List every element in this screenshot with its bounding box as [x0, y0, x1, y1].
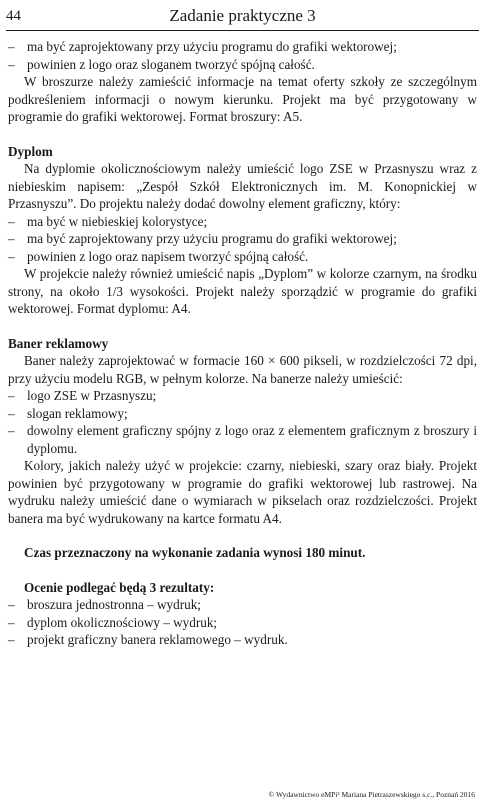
- list-dash: –: [8, 388, 15, 403]
- list-item: – dyplom okolicznościowy – wydruk;: [8, 614, 218, 630]
- baner-paragraph: Kolory, jakich należy użyć w projekcie: czarny, niebieski, szary oraz biały. Projekt powinien być przygotowany w programie do grafiki wektorowej lub rastrowej. Na wydruku należy umieścić dane o wymiarach w pikselach oraz rozdzielczości. Projekt banera ma być wydrukowany na kartce formatu A4.: [8, 458, 477, 526]
- brochure-requirements-list: [8, 38, 477, 73]
- list-item: – powinien z logo oraz napisem tworzyć spójną całość.: [8, 248, 309, 264]
- list-item: – projekt graficzny banera reklamowego – wydruk.: [8, 632, 288, 647]
- list-item: – ma być zaprojektowany przy użyciu programu do grafiki wektorowej;: [8, 39, 397, 54]
- list-item: – broszura jednostronna – wydruk;: [8, 597, 201, 612]
- time-note: Czas przeznaczony na wykonanie zadania wynosi 180 minut.: [24, 545, 366, 560]
- baner-requirements-list: [8, 387, 477, 457]
- list-dash: –: [8, 405, 15, 421]
- page-content: [8, 38, 477, 649]
- page-number: 44: [6, 8, 21, 24]
- list-item: – dowolny element graficzny spójny z logo oraz z elementem graficznym z broszury i dyplomu.: [8, 423, 477, 456]
- page-header: [6, 4, 479, 31]
- list-dash: –: [8, 248, 15, 264]
- publisher-footer: © Wydawnictwo eMPi² Mariana Pietraszewskiego s.c., Poznań 2016: [268, 790, 475, 799]
- list-item: – slogan reklamowy;: [8, 405, 128, 421]
- list-dash: –: [8, 231, 15, 246]
- running-title: Zadanie praktyczne 3: [169, 6, 316, 25]
- list-dash: –: [8, 423, 15, 438]
- list-item: – ma być w niebieskiej kolorystyce;: [8, 213, 208, 229]
- list-item: – powinien z logo oraz sloganem tworzyć spójną całość.: [8, 56, 315, 72]
- dyplom-paragraph: W projekcie należy również umieścić napis „Dyplom” w kolorze czarnym, na środku strony, na około 1/3 wysokości. Projekt należy sporządzić w programie do grafiki wektorowej. Format dyplomu: A4.: [8, 266, 477, 316]
- results-heading: Ocenie podlegać będą 3 rezultaty:: [24, 579, 215, 595]
- list-item: – ma być zaprojektowany przy użyciu programu do grafiki wektorowej;: [8, 231, 397, 246]
- dyplom-requirements-list: [8, 213, 477, 266]
- list-item: – logo ZSE w Przasnyszu;: [8, 388, 157, 403]
- list-dash: –: [8, 39, 15, 54]
- list-dash: –: [8, 213, 15, 229]
- baner-heading: Baner reklamowy: [8, 335, 109, 351]
- list-dash: –: [8, 56, 15, 72]
- dyplom-intro: Na dyplomie okolicznościowym należy umieścić logo ZSE w Przasnyszu wraz z niebieskim napisem: „Zespół Szkół Elektronicznych im. M. Konopnickiej w Przasnyszu”. Do projektu należy dodać dowolny element graficzny, który:: [8, 161, 477, 211]
- list-dash: –: [8, 614, 15, 630]
- baner-intro: Baner należy zaprojektować w formacie 160 × 600 pikseli, w rozdzielczości 72 dpi, przy użyciu modelu RGB, w pełnym kolorze. Na banerze należy umieścić:: [8, 353, 477, 386]
- brochure-paragraph: W broszurze należy zamieścić informacje na temat oferty szkoły ze szczególnym podkreśleniem informacji o nowym kierunku. Projekt ma być przygotowany w programie do grafiki wektorowej. Format broszury: A5.: [8, 74, 477, 124]
- list-dash: –: [8, 632, 15, 647]
- dyplom-heading: Dyplom: [8, 143, 53, 159]
- list-dash: –: [8, 597, 15, 612]
- results-list: [8, 596, 477, 649]
